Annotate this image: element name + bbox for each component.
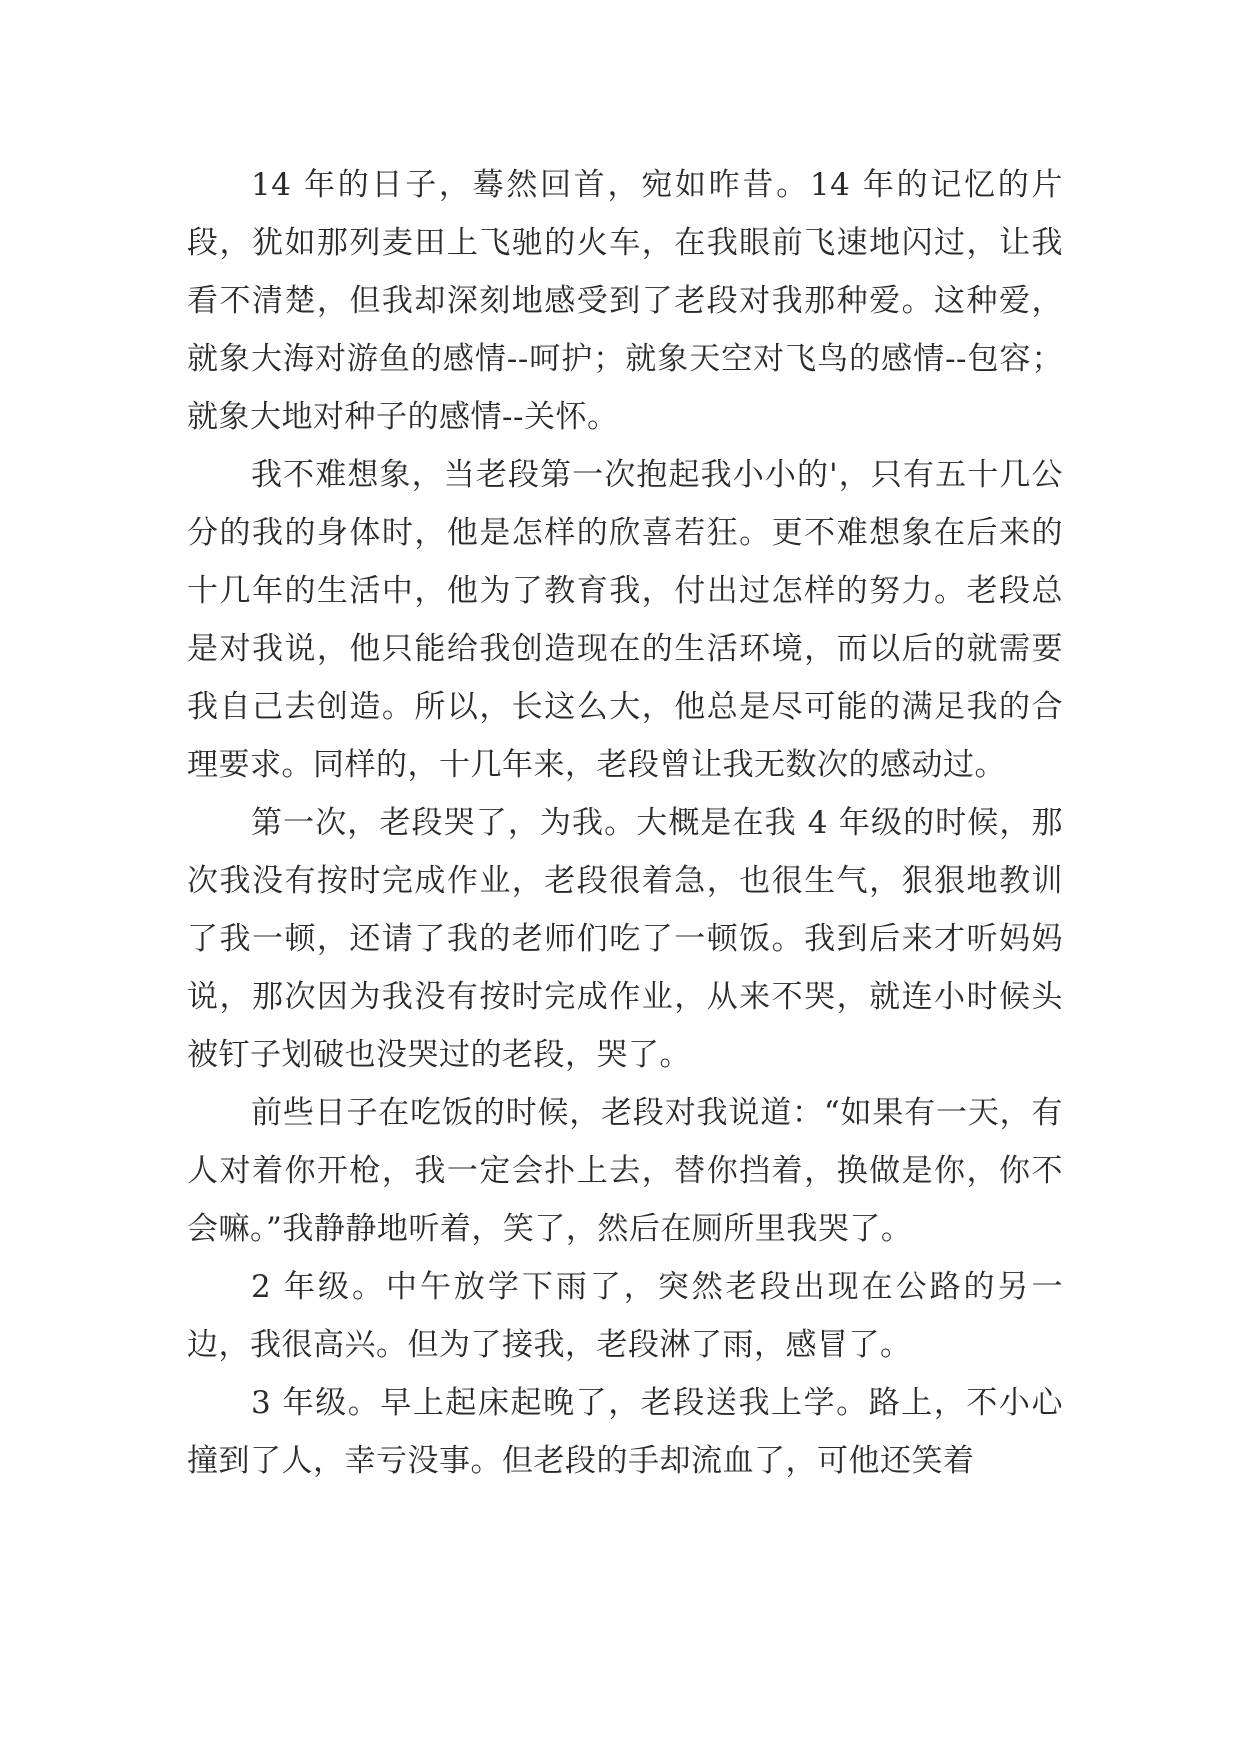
paragraph-2: 我不难想象，当老段第一次抱起我小小的'，只有五十几公分的我的身体时，他是怎样的欣喜若狂。更不难想象在后来的十几年的生活中，他为了教育我，付出过怎样的努力。老段总是对我说，他只能给我创造现在的生活环境，而以后的就需要我自己去创造。所以，长这么大，他总是尽可能的满足我的合理要求。同样的，十几年来，老段曾让我无数次的感动过。 xyxy=(187,457,1063,783)
essay-body xyxy=(187,156,1063,1490)
paragraph-4: 前些日子在吃饭的时候，老段对我说道：“如果有一天，有人对着你开枪，我一定会扑上去，替你挡着，换做是你，你不会嘛。”我静静地听着，笑了，然后在厕所里我哭了。 xyxy=(187,1095,1063,1247)
paragraph-3: 第一次，老段哭了，为我。大概是在我 4 年级的时候，那次我没有按时完成作业，老段很着急，也很生气，狠狠地教训了我一顿，还请了我的老师们吃了一顿饭。我到后来才听妈妈说，那次因为我没有按时完成作业，从来不哭，就连小时候头被钉子划破也没哭过的老段，哭了。 xyxy=(187,805,1063,1073)
paragraph-6: 3 年级。早上起床起晚了，老段送我上学。路上，不小心撞到了人，幸亏没事。但老段的手却流血了，可他还笑着 xyxy=(187,1385,1063,1479)
paragraph-5: 2 年级。中午放学下雨了，突然老段出现在公路的另一边，我很高兴。但为了接我，老段淋了雨，感冒了。 xyxy=(187,1269,1063,1363)
paragraph-1: 14 年的日子，蓦然回首，宛如昨昔。14 年的记忆的片段，犹如那列麦田上飞驰的火车，在我眼前飞速地闪过，让我看不清楚，但我却深刻地感受到了老段对我那种爱。这种爱，就象大海对游鱼的感情--呵护；就象天空对飞鸟的感情--包容；就象大地对种子的感情--关怀。 xyxy=(187,167,1063,435)
